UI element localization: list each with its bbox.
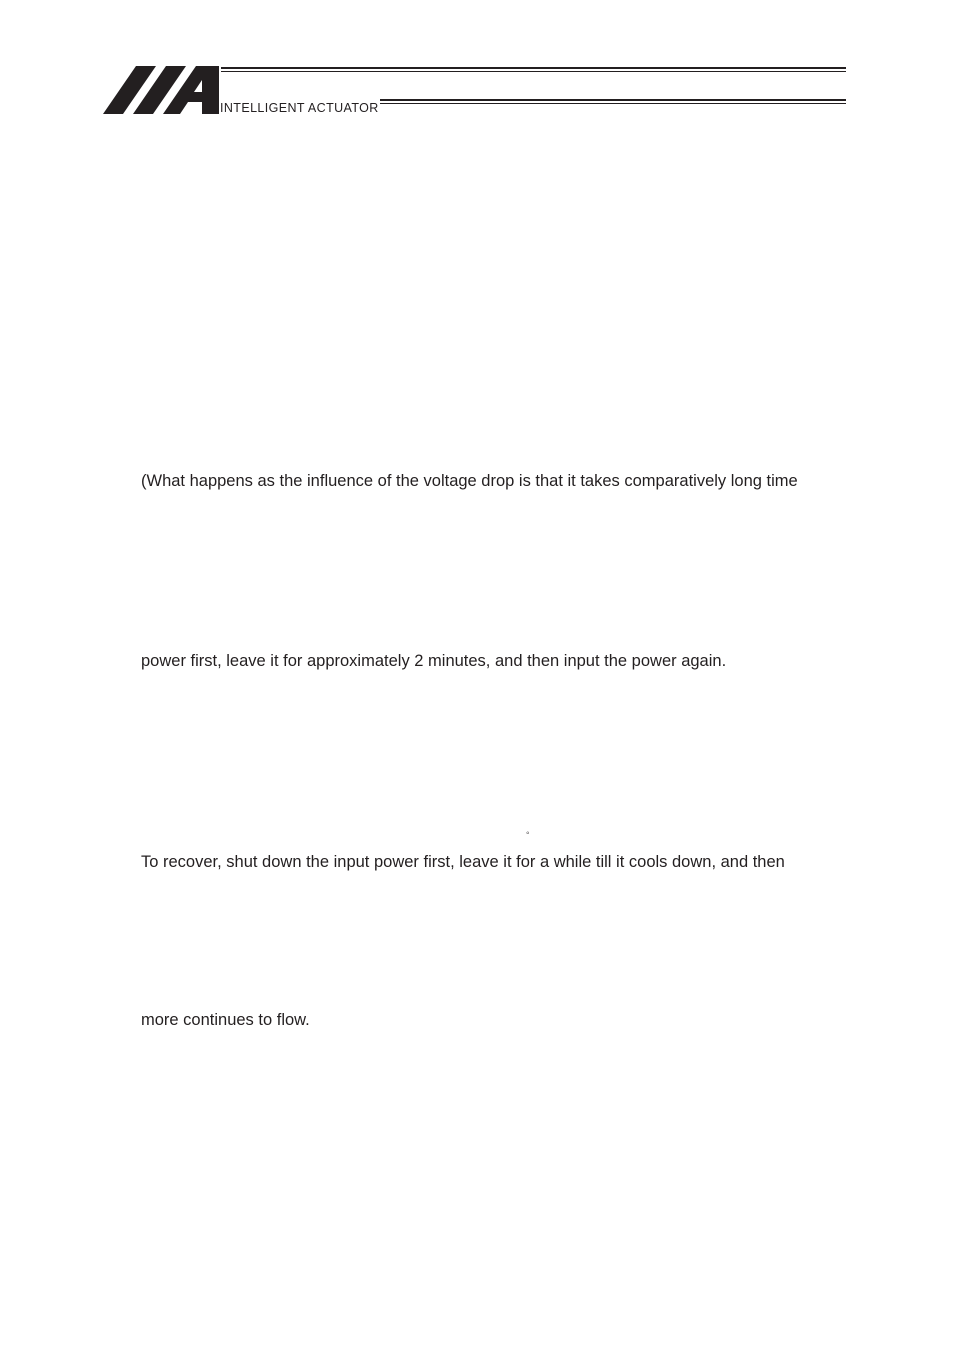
header-rule-bottom-thin — [380, 103, 846, 104]
header-rule-bottom — [380, 99, 846, 101]
page-header — [0, 0, 954, 130]
header-rule-top — [221, 67, 846, 69]
body-text-line-3: To recover, shut down the input power first, leave it for a while till it cools down, and then — [141, 853, 785, 871]
body-text-line-4: more continues to flow. — [141, 1011, 310, 1029]
body-text-line-2: power first, leave it for approximately 2 minutes, and then input the power again. — [141, 652, 727, 670]
body-text-line-1: (What happens as the influence of the voltage drop is that it takes comparatively long time — [141, 472, 798, 490]
iai-logo-icon — [103, 66, 219, 114]
degree-mark: ◦ — [526, 828, 530, 839]
brand-text: INTELLIGENT ACTUATOR — [220, 101, 379, 115]
header-rule-top-thin — [221, 71, 846, 72]
